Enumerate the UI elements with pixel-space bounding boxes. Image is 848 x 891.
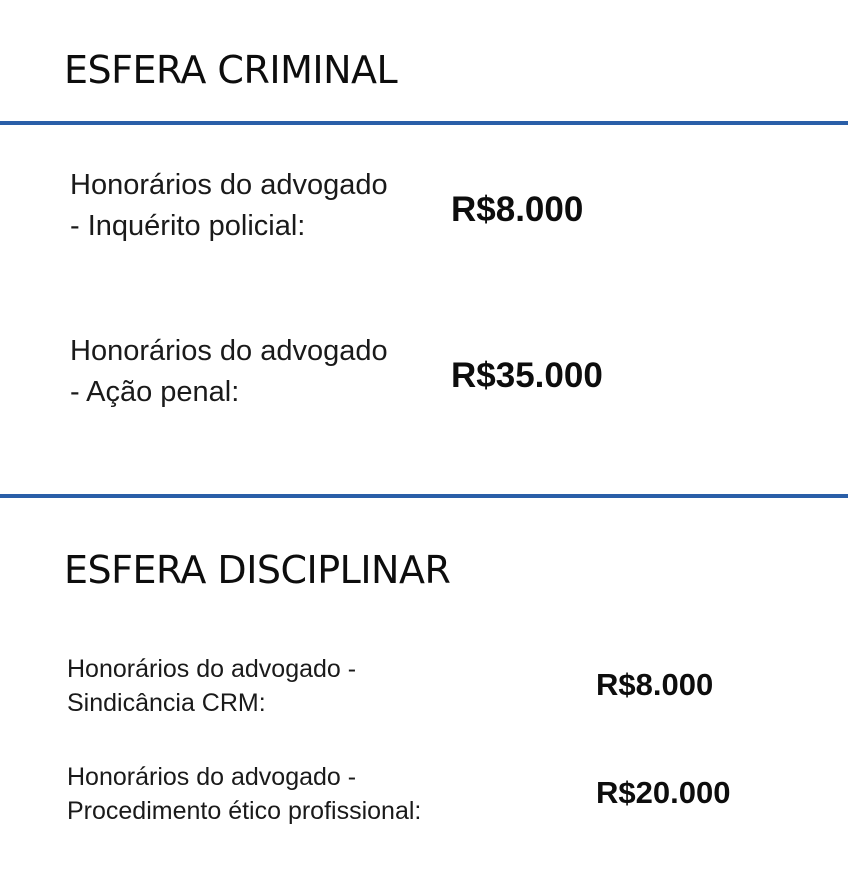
fee-label-line: Honorários do advogado - <box>67 763 357 791</box>
fee-label-sindicancia <box>67 652 507 720</box>
section-title-disciplinar: ESFERA DISCIPLINAR <box>64 548 451 592</box>
fee-value-inquerito: R$8.000 <box>451 190 584 229</box>
fee-label-line: Honorários do advogado - <box>67 655 357 683</box>
fee-label-inquerito: Honorários do advogado - Inquérito policial: <box>70 169 388 242</box>
fee-label-acao-penal: Honorários do advogado - Ação penal: <box>70 335 388 408</box>
fee-label-line: Procedimento ético profissional: <box>67 797 422 825</box>
fee-value-acao-penal: R$35.000 <box>451 356 603 395</box>
section-title-criminal: ESFERA CRIMINAL <box>64 48 398 92</box>
fee-label-line: Sindicância CRM: <box>67 689 266 717</box>
section-divider <box>0 494 848 498</box>
section-divider <box>0 121 848 125</box>
fee-label-procedimento-etico <box>67 760 507 828</box>
fee-value-sindicancia: R$8.000 <box>596 667 714 702</box>
fee-value-procedimento-etico: R$20.000 <box>596 775 731 810</box>
